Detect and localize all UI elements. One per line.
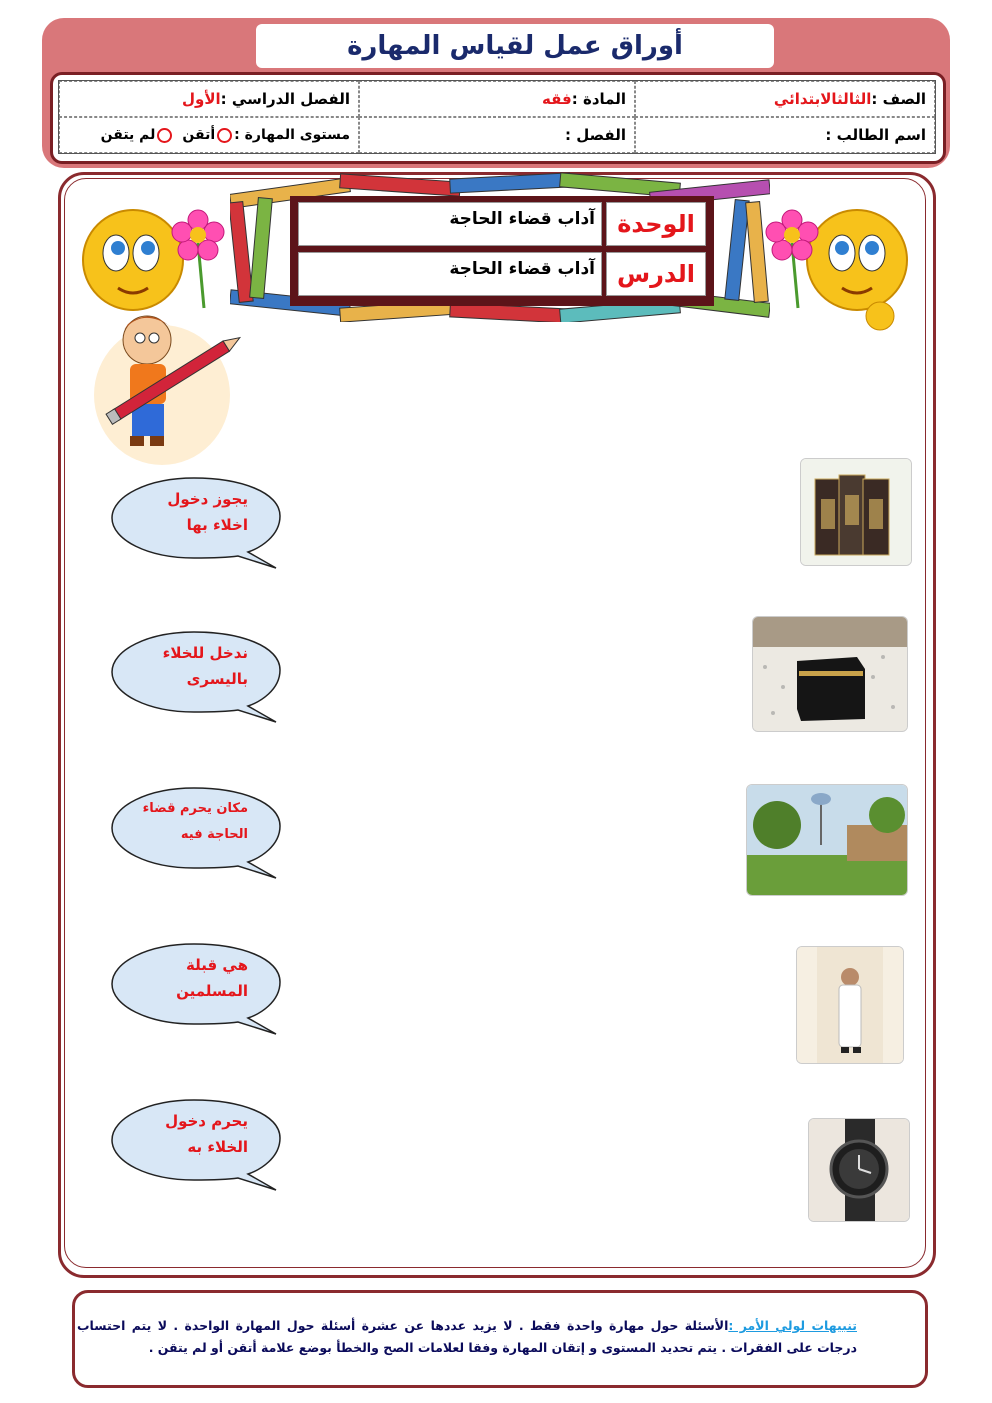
parent-notes-box xyxy=(72,1290,928,1388)
item-2-line-1: ندخل للخلاء xyxy=(162,644,248,662)
subject-label: المادة : xyxy=(571,90,626,108)
info-table xyxy=(58,80,936,154)
lesson-label: الدرس xyxy=(606,252,706,296)
not-mastered-label: لم يتقن xyxy=(100,127,156,143)
boy-with-pencil-icon xyxy=(92,300,262,470)
skill-level-cell xyxy=(59,117,359,153)
item-4-line-2: المسلمين xyxy=(176,982,248,1000)
student-name-cell[interactable] xyxy=(635,117,935,153)
boy-standing-image xyxy=(796,946,904,1064)
not-mastered-radio[interactable] xyxy=(157,128,172,143)
item-5-line-1: يحرم دخول xyxy=(165,1112,248,1130)
subject-cell xyxy=(359,81,635,117)
parent-notes-heading: تنبيهات لولي الأمر : xyxy=(728,1318,857,1333)
kaaba-image xyxy=(752,616,908,732)
speech-bubble-3 xyxy=(110,786,276,866)
student-name-label: اسم الطالب : xyxy=(825,126,926,144)
item-4-line-1: هي قبلة xyxy=(186,956,248,974)
mastered-radio[interactable] xyxy=(217,128,232,143)
item-3-line-1: مكان يحرم قضاء xyxy=(142,801,248,816)
speech-bubble-1 xyxy=(110,476,276,556)
item-2-line-2: باليسرى xyxy=(186,670,248,688)
semester-label: الفصل الدراسي : xyxy=(220,90,350,108)
lesson-row xyxy=(298,252,706,296)
unit-row xyxy=(298,202,706,246)
unit-value: آداب قضاء الحاجة xyxy=(298,202,602,246)
skill-level-label: مستوى المهارة : xyxy=(234,127,350,143)
subject-value: فقه xyxy=(542,90,572,108)
lesson-table xyxy=(290,196,714,306)
grade-value: الثالثالابتدائي xyxy=(773,90,872,108)
smiley-flower-right-icon xyxy=(762,198,912,338)
grade-cell xyxy=(635,81,935,117)
semester-value: الأول xyxy=(182,90,221,108)
quran-books-image xyxy=(800,458,912,566)
speech-bubble-2 xyxy=(110,630,276,710)
parent-notes-body: الأسئلة حول مهارة واحدة فقط . لا يزيد عددها عن عشرة أسئلة حول المهارة الواحدة . لا يتم احتساب درجات على الفقرات . يتم تحديد المستوى و إتقان المهارة وفقا لعلامات الصح والخطأ بوضع علامة أتقن أو لم يتقن . xyxy=(77,1318,857,1355)
mastered-label: أتقن xyxy=(182,127,216,143)
item-1-line-2: اخلاء بها xyxy=(186,516,248,534)
item-5-line-2: الخلاء به xyxy=(187,1138,248,1156)
speech-bubble-4 xyxy=(110,942,276,1022)
wristwatch-image xyxy=(808,1118,910,1222)
unit-label: الوحدة xyxy=(606,202,706,246)
title-box xyxy=(256,24,774,68)
item-3-line-2: الحاجة فيه xyxy=(180,827,248,842)
item-1-line-1: يجوز دخول xyxy=(167,490,248,508)
semester-cell xyxy=(59,81,359,117)
class-cell[interactable] xyxy=(359,117,635,153)
speech-bubble-5 xyxy=(110,1098,276,1178)
park-image xyxy=(746,784,908,896)
lesson-value: آداب قضاء الحاجة xyxy=(298,252,602,296)
parent-notes-text xyxy=(77,1315,857,1359)
page-title: أوراق عمل لقياس المهارة xyxy=(347,31,683,61)
grade-label: الصف : xyxy=(871,90,926,108)
class-label: الفصل : xyxy=(565,126,626,144)
